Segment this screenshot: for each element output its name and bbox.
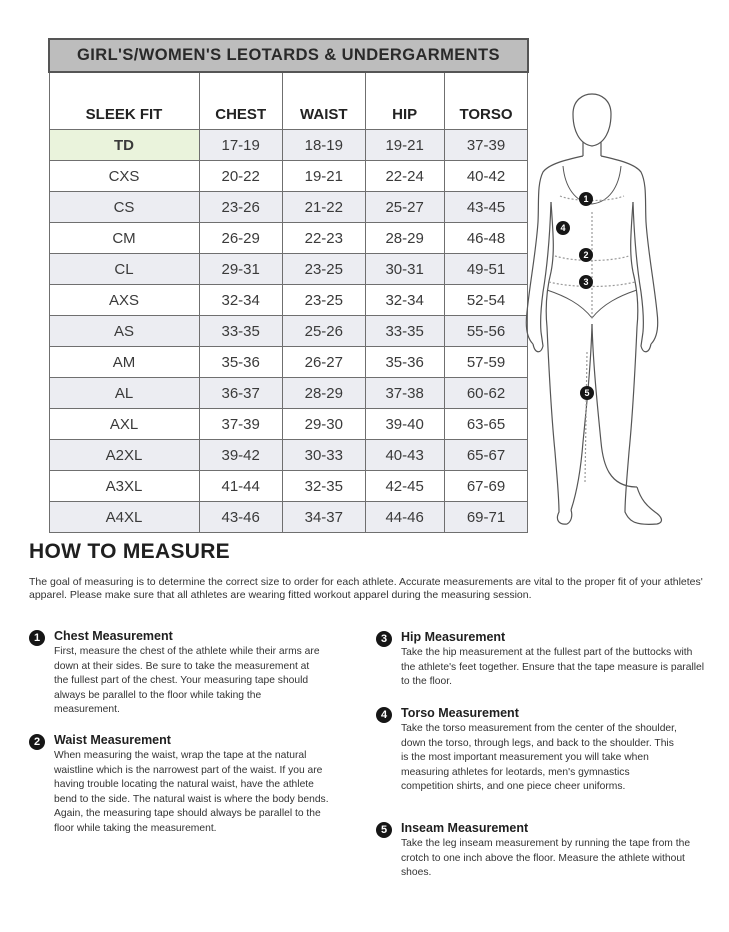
- how-to-measure-heading: HOW TO MEASURE: [29, 540, 230, 563]
- measurement-cell: 25-26: [282, 316, 365, 347]
- section-title: Waist Measurement: [54, 733, 171, 747]
- measurement-cell: 52-54: [444, 285, 528, 316]
- section-text: Take the hip measurement at the fullest part of the buttocks with the athlete's feet together. Ensure that the tape measure is parallel to the floor.: [401, 647, 705, 687]
- section-title: Torso Measurement: [401, 706, 519, 720]
- body-measurement-figure: [505, 92, 680, 532]
- header-chest: CHEST: [199, 72, 282, 130]
- measurement-cell: 20-22: [199, 161, 282, 192]
- measurement-cell: 30-33: [282, 440, 365, 471]
- measurement-cell: 43-46: [199, 502, 282, 533]
- measurement-cell: 32-34: [199, 285, 282, 316]
- measurement-cell: 60-62: [444, 378, 528, 409]
- measurement-cell: 33-35: [199, 316, 282, 347]
- size-cell: CXS: [49, 161, 199, 192]
- measurement-cell: 29-30: [282, 409, 365, 440]
- header-hip: HIP: [365, 72, 444, 130]
- header-torso: TORSO: [444, 72, 528, 130]
- measurement-cell: 23-25: [282, 285, 365, 316]
- number-4-icon: 4: [376, 707, 392, 723]
- measurement-cell: 23-26: [199, 192, 282, 223]
- measurement-cell: 55-56: [444, 316, 528, 347]
- hip-measurement-section: [376, 630, 705, 690]
- measurement-cell: 34-37: [282, 502, 365, 533]
- size-cell: A4XL: [49, 502, 199, 533]
- measurement-cell: 32-34: [365, 285, 444, 316]
- section-title: Inseam Measurement: [401, 821, 529, 835]
- measurement-cell: 44-46: [365, 502, 444, 533]
- size-cell: CL: [49, 254, 199, 285]
- measurement-cell: 43-45: [444, 192, 528, 223]
- size-cell: AM: [49, 347, 199, 378]
- measurement-cell: 37-39: [444, 130, 528, 161]
- measurement-cell: 49-51: [444, 254, 528, 285]
- measurement-cell: 19-21: [365, 130, 444, 161]
- measurement-cell: 63-65: [444, 409, 528, 440]
- measurement-cell: 30-31: [365, 254, 444, 285]
- section-text: Take the torso measurement from the center of the shoulder, down the torso, through legs, and back to the shoulder. This is the most important measurement you will take when measuring athletes for leotards, men's gymnastics competition shirts, and one piece cheer uniforms.: [401, 723, 677, 792]
- section-title: Hip Measurement: [401, 630, 506, 644]
- measurement-cell: 18-19: [282, 130, 365, 161]
- measurement-cell: 67-69: [444, 471, 528, 502]
- measurement-cell: 35-36: [365, 347, 444, 378]
- number-2-icon: 2: [29, 734, 45, 750]
- number-5-icon: 5: [376, 822, 392, 838]
- measurement-cell: 37-39: [199, 409, 282, 440]
- measurement-cell: 39-40: [365, 409, 444, 440]
- chest-measurement-section: [29, 629, 329, 718]
- measurement-cell: 41-44: [199, 471, 282, 502]
- size-cell: TD: [49, 130, 199, 161]
- size-cell: A2XL: [49, 440, 199, 471]
- header-waist: WAIST: [282, 72, 365, 130]
- measurement-cell: 69-71: [444, 502, 528, 533]
- torso-measurement-section: [376, 706, 676, 795]
- measurement-cell: 57-59: [444, 347, 528, 378]
- measurement-cell: 46-48: [444, 223, 528, 254]
- marker-inseam: 5: [580, 386, 594, 400]
- marker-hip: 3: [579, 275, 593, 289]
- number-1-icon: 1: [29, 630, 45, 646]
- measurement-cell: 17-19: [199, 130, 282, 161]
- measurement-cell: 26-29: [199, 223, 282, 254]
- measurement-cell: 32-35: [282, 471, 365, 502]
- measurement-cell: 33-35: [365, 316, 444, 347]
- measurement-cell: 35-36: [199, 347, 282, 378]
- measurement-cell: 26-27: [282, 347, 365, 378]
- measurement-cell: 29-31: [199, 254, 282, 285]
- table-title: GIRL'S/WOMEN'S LEOTARDS & UNDERGARMENTS: [49, 39, 528, 72]
- measurement-cell: 19-21: [282, 161, 365, 192]
- size-cell: AXS: [49, 285, 199, 316]
- size-cell: AS: [49, 316, 199, 347]
- marker-chest: 1: [579, 192, 593, 206]
- inseam-measurement-section: [376, 821, 691, 881]
- measurement-cell: 39-42: [199, 440, 282, 471]
- measurement-cell: 23-25: [282, 254, 365, 285]
- measurement-cell: 42-45: [365, 471, 444, 502]
- size-cell: AXL: [49, 409, 199, 440]
- intro-paragraph: The goal of measuring is to determine the correct size to order for each athlete. Accurate measurements are vital to the proper fit of your athletes' apparel. Please make sure that all athletes are wearing fitted workout apparel during the measuring session.: [29, 576, 703, 601]
- section-text: When measuring the waist, wrap the tape at the natural waistline which is the narrowest part of the waist. If you are having trouble locating the natural waist, have the athlete bend to the side. The natural waist is where the body bends. Again, the measuring tape should always be parallel to the floor while taking the measurement.: [54, 750, 329, 834]
- size-cell: AL: [49, 378, 199, 409]
- marker-waist: 2: [579, 248, 593, 262]
- measurement-cell: 28-29: [365, 223, 444, 254]
- measurement-cell: 22-23: [282, 223, 365, 254]
- measurement-cell: 65-67: [444, 440, 528, 471]
- size-cell: CM: [49, 223, 199, 254]
- header-sleek-fit: SLEEK FIT: [49, 72, 199, 130]
- measurement-cell: 21-22: [282, 192, 365, 223]
- section-text: First, measure the chest of the athlete while their arms are down at their sides. Be sure to take the measurement at the fullest part of the chest. Your measuring tape should always be parallel to the floor while taking the measurement.: [54, 646, 320, 715]
- section-title: Chest Measurement: [54, 629, 173, 643]
- body-outline-icon: [505, 92, 680, 532]
- measurement-cell: 28-29: [282, 378, 365, 409]
- measurement-cell: 36-37: [199, 378, 282, 409]
- measurement-cell: 40-43: [365, 440, 444, 471]
- section-text: Take the leg inseam measurement by running the tape from the crotch to one inch above the floor. Measure the athlete without shoes.: [401, 838, 691, 878]
- measurement-cell: 22-24: [365, 161, 444, 192]
- measurement-cell: 37-38: [365, 378, 444, 409]
- size-cell: A3XL: [49, 471, 199, 502]
- size-cell: CS: [49, 192, 199, 223]
- marker-torso: 4: [556, 221, 570, 235]
- measurement-cell: 40-42: [444, 161, 528, 192]
- measurement-cell: 25-27: [365, 192, 444, 223]
- waist-measurement-section: [29, 733, 329, 836]
- number-3-icon: 3: [376, 631, 392, 647]
